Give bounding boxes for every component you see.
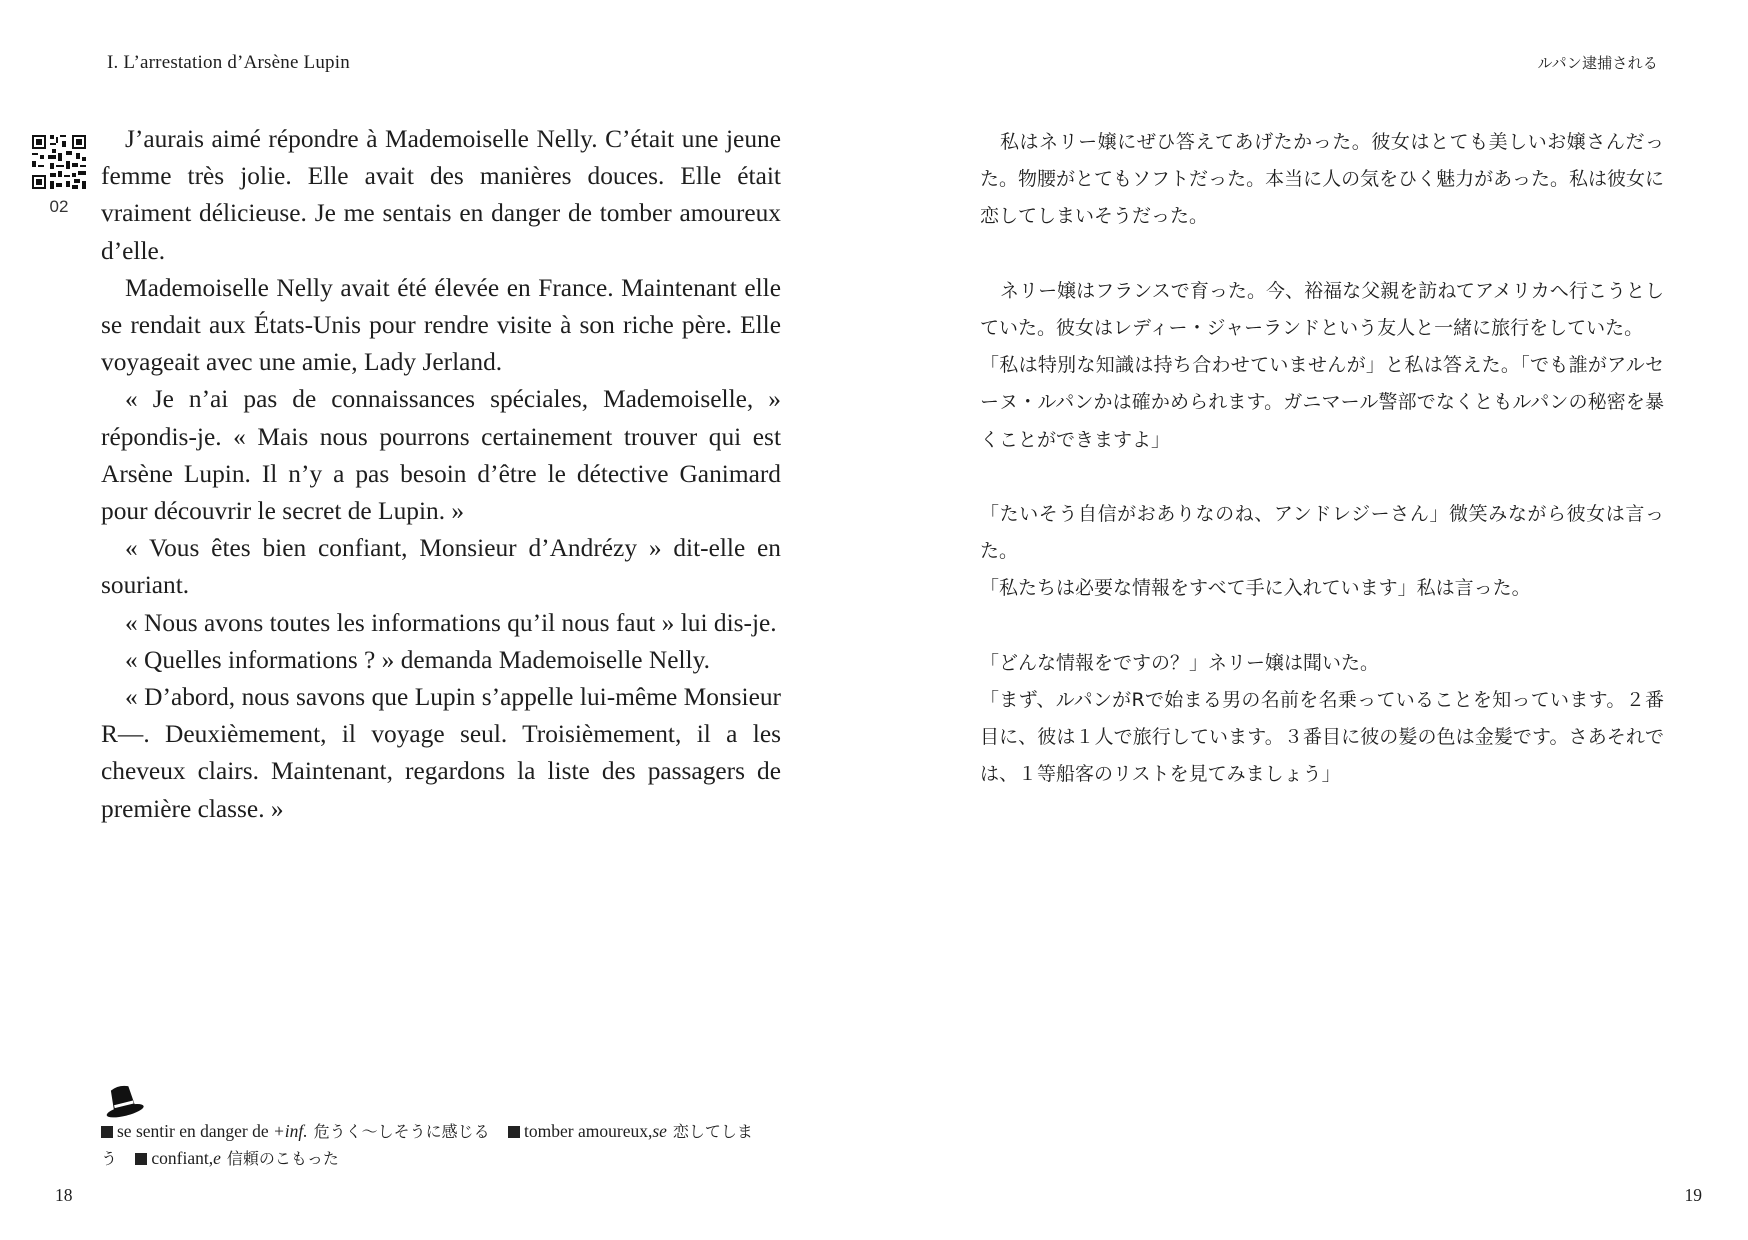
- jp-paragraph: ネリー嬢はフランスで育った。今、裕福な父親を訪ねてアメリカへ行こうとしていた。彼女はレディー・ジャーランドという友人と一緒に旅行をしていた。: [980, 279, 1664, 339]
- jp-paragraph: 「たいそう自信がおありなのね、アンドレジーさん」微笑みながら彼女は言った。: [980, 503, 1664, 563]
- page-number-left: 18: [55, 1185, 73, 1205]
- jp-paragraph: 「私たちは必要な情報をすべて手に入れています」私は言った。: [980, 577, 1531, 600]
- jp-paragraph: 「どんな情報をですの？」ネリー嬢は聞いた。: [980, 651, 1380, 674]
- bullet-square-icon: [101, 1126, 113, 1138]
- japanese-text: [980, 124, 1664, 794]
- fr-paragraph: J’aurais aimé répondre à Mademoiselle Nelly. C’était une jeune femme très jolie. Elle avait des manières douces. Elle était vraiment délicieuse. Je me sentais en danger de tomber amoureux d’elle.: [101, 125, 781, 265]
- glossary-term: tomber amoureux,: [524, 1121, 653, 1141]
- audio-track-number: 02: [49, 197, 69, 216]
- glossary-term-italic: +inf.: [272, 1121, 308, 1141]
- glossary-gloss: 信頼のこもった: [226, 1149, 339, 1168]
- fr-paragraph: « Vous êtes bien confiant, Monsieur d’Andrézy » dit-elle en souriant.: [101, 534, 781, 600]
- page-number-right: 19: [1684, 1185, 1702, 1205]
- fr-paragraph: « D’abord, nous savons que Lupin s’appelle lui-même Monsieur R—. Deuxièmement, il voyage seul. Troisièmement, il a les cheveux clairs. Maintenant, regardons la liste des passagers de première classe. »: [101, 683, 781, 823]
- glossary-gloss: 危うく～しそうに感じる: [313, 1122, 490, 1141]
- bullet-square-icon: [508, 1126, 520, 1138]
- glossary-term-italic: se: [652, 1121, 667, 1141]
- glossary: [101, 1118, 781, 1172]
- glossary-gloss: 恋してしまう: [101, 1122, 753, 1168]
- fr-paragraph: « Quelles informations ? » demanda Mademoiselle Nelly.: [125, 645, 711, 674]
- bullet-square-icon: [135, 1153, 147, 1165]
- running-head-right: ルパン逮捕される: [1537, 54, 1658, 72]
- running-head-left: I. L’arrestation d’Arsène Lupin: [107, 52, 350, 73]
- glossary-item: [135, 1148, 339, 1168]
- fr-paragraph: « Nous avons toutes les informations qu’il nous faut » lui dis-je.: [125, 608, 777, 637]
- glossary-term-italic: e: [213, 1148, 221, 1168]
- fr-paragraph: « Je n’ai pas de connaissances spéciales, Mademoiselle, » répondis-je. « Mais nous pourrons certainement trouver qui est Arsène Lupin. Il n’y a pas besoin d’être le détective Ganimard pour découvrir le secret de Lupin. »: [101, 385, 781, 526]
- fr-paragraph: Mademoiselle Nelly avait été élevée en France. Maintenant elle se rendait aux États-Unis pour rendre visite à son riche père. Elle voyageait avec une amie, Lady Jerland.: [101, 273, 781, 377]
- jp-paragraph: 私はネリー嬢にぜひ答えてあげたかった。彼女はとても美しいお嬢さんだった。物腰がとてもソフトだった。本当に人の気をひく魅力があった。私は彼女に恋してしまいそうだった。: [980, 131, 1664, 228]
- glossary-term: se sentir en danger de: [117, 1121, 273, 1141]
- french-text: [101, 121, 781, 828]
- glossary-item: [101, 1121, 490, 1141]
- top-hat-icon: [101, 1080, 145, 1120]
- jp-paragraph: 「私は特別な知識は持ち合わせていませんが」と私は答えた。「でも誰がアルセーヌ・ルパンかは確かめられます。ガニマール警部でなくともルパンの秘密を暴くことができますよ」: [980, 354, 1664, 451]
- jp-paragraph: 「まず、ルパンがRで始まる男の名前を名乗っていることを知っています。２番目に、彼は１人で旅行しています。３番目に彼の髪の色は金髪です。さあそれでは、１等船客のリストを見てみましょう」: [980, 689, 1664, 786]
- right-page: [874, 0, 1748, 1240]
- glossary-term: confiant,: [151, 1148, 214, 1168]
- qr-code-icon[interactable]: [30, 133, 88, 191]
